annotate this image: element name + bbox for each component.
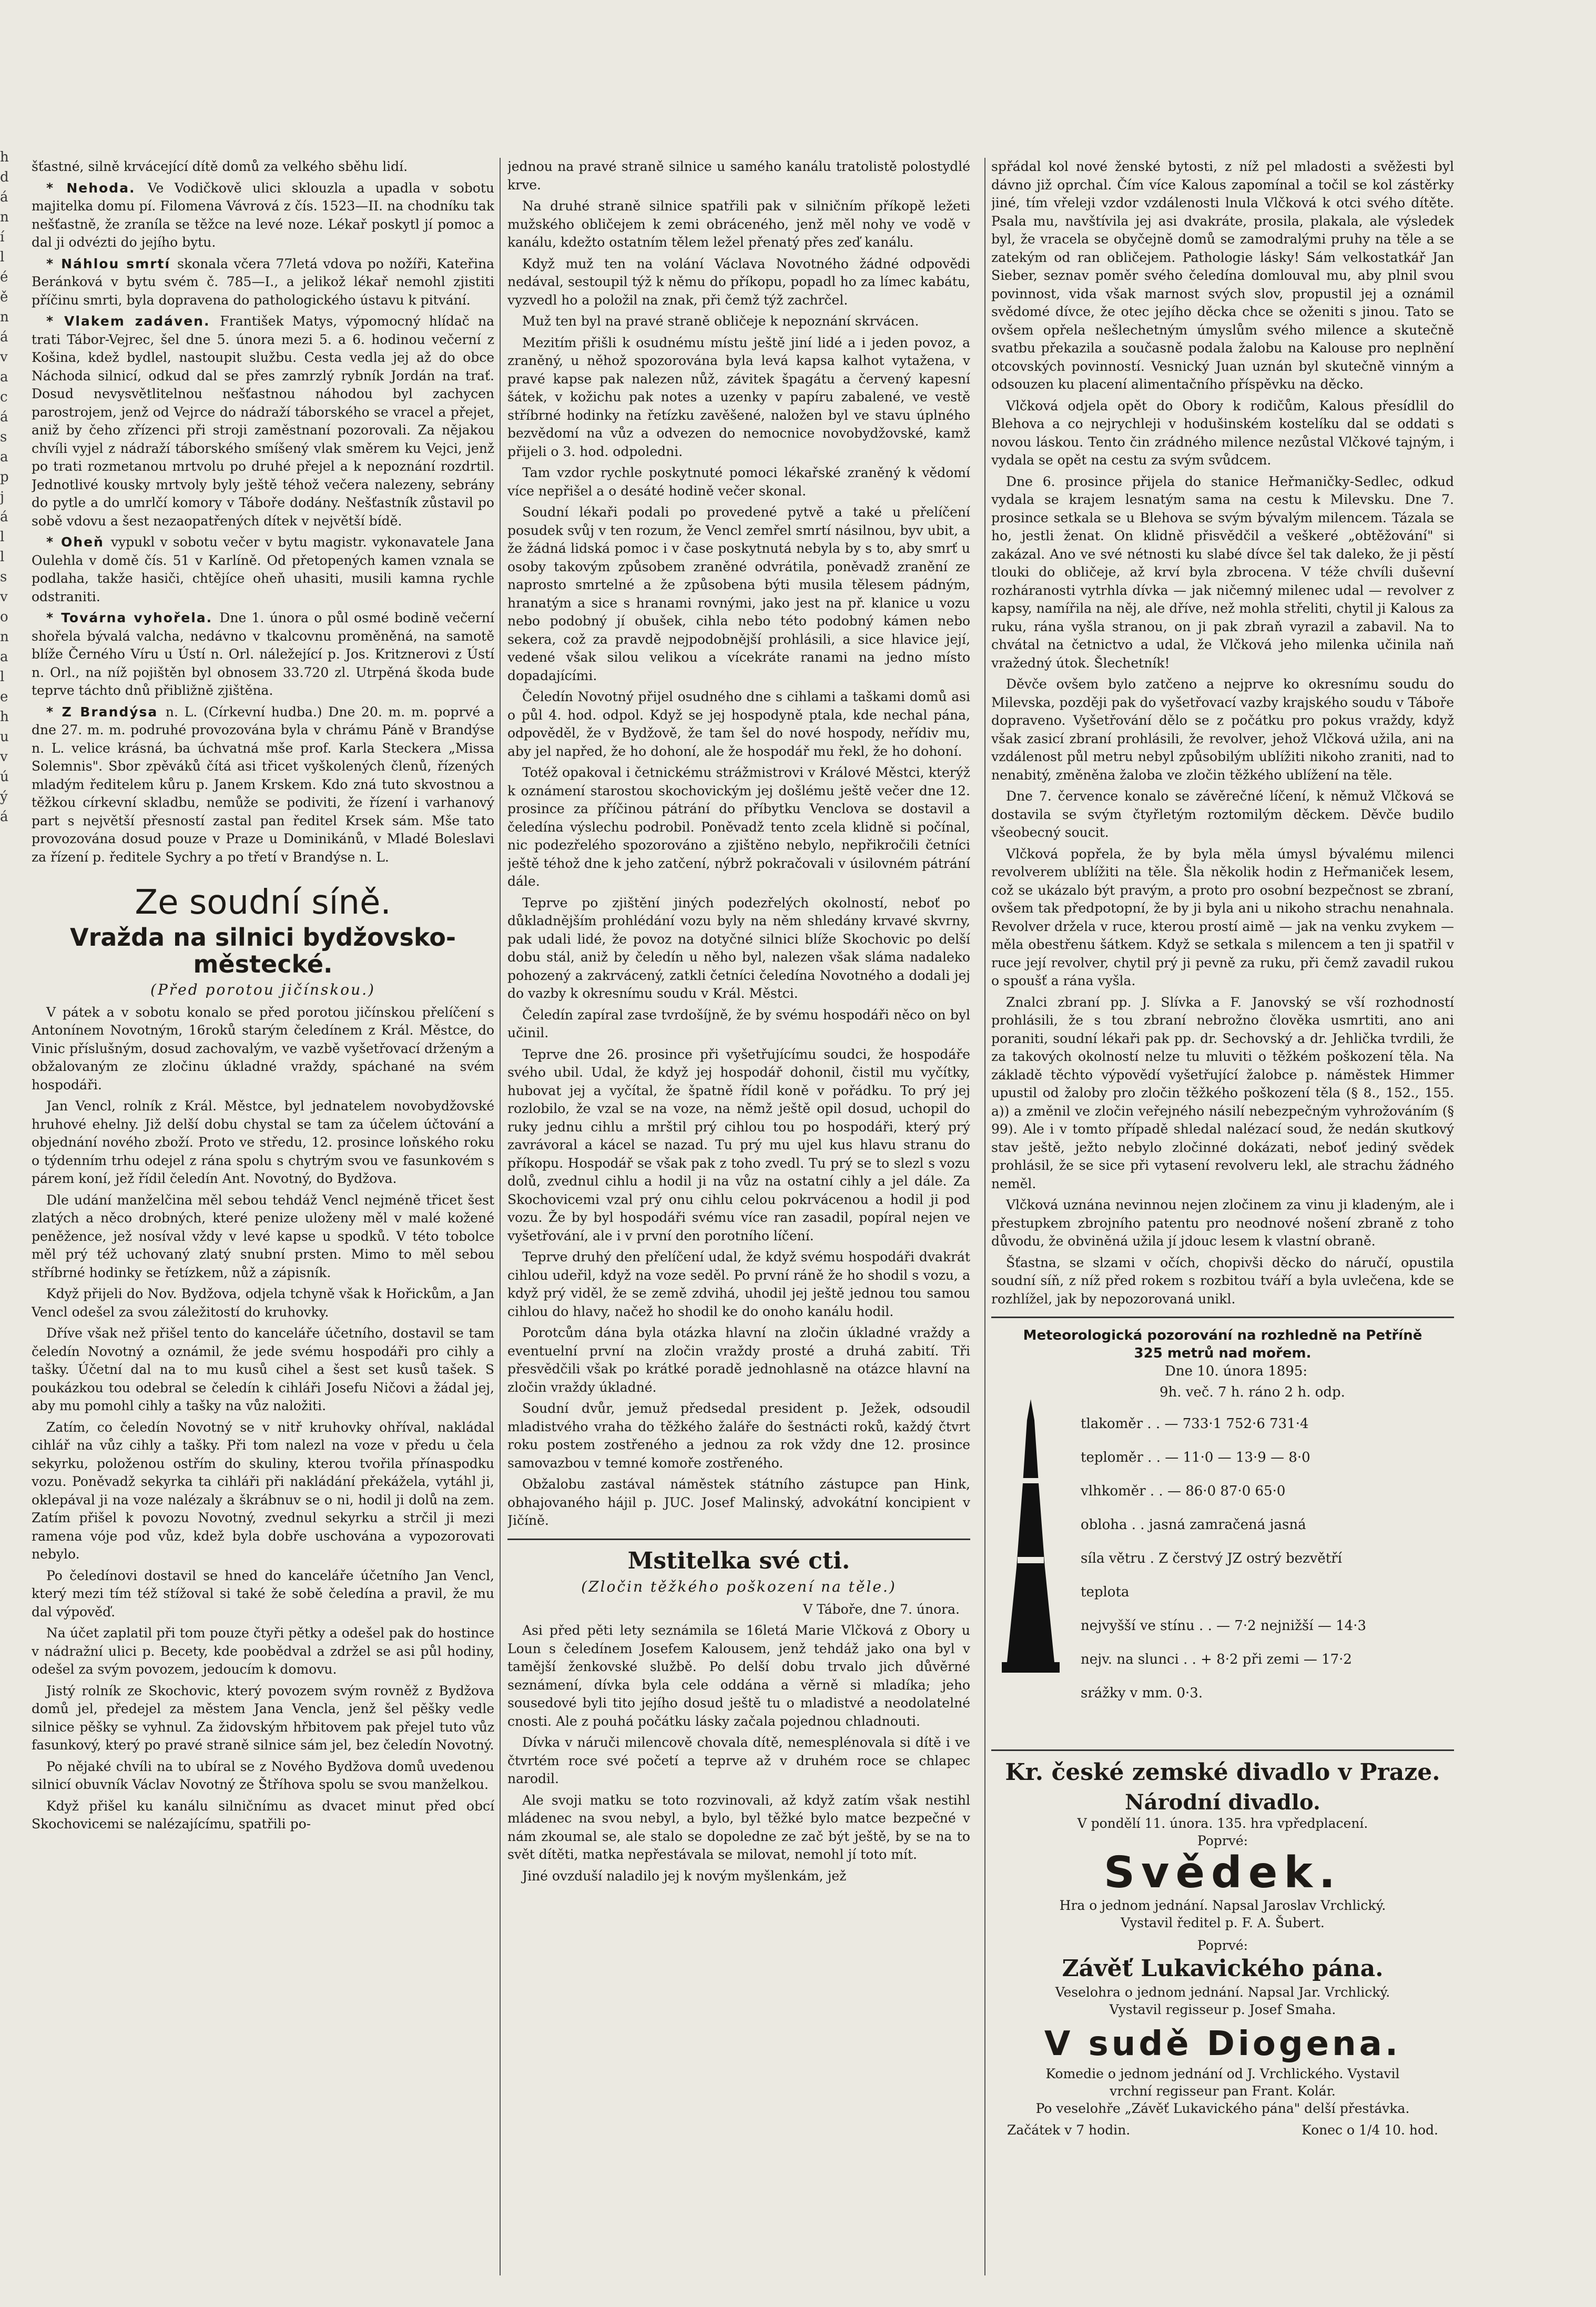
paragraph-heading: * Vlakem zadáven. <box>46 313 220 329</box>
paragraph-text: Čeledín zapíral zase tvrdošíjně, že by svému hospodáři něco on byl učinil. <box>507 1007 970 1040</box>
paragraph-text: jednou na pravé straně silnice u samého kanálu tratolistě polostydlé krve. <box>507 159 970 193</box>
paragraph <box>507 764 970 891</box>
paragraph-heading: * Náhlou smrtí <box>46 256 178 271</box>
theatre-title: Kr. české zemské divadlo v Praze. <box>1005 1759 1440 1786</box>
paragraph-text: Po nějaké chvíli na to ubíral se z Nového Bydžova domů uvedenou silnicí obuvník Václav Novotný ze Štříhova spolu se svou manželkou. <box>32 1758 494 1793</box>
paragraph-text: Totéž opakoval i četnickému strážmistrovi v Králové Městci, kterýž k oznámení starostou skochovickým jej došlému ještě večer dne 12. prosince za příčinou pátrání do příbytku Venclova se dostavil a čeledína výslechu podrobil. Poněvadž tento zcela klidně si počínal, nic podezřelého spozorováno a zjištěno nebylo, nepřikročili četníci ještě téhož dne k jeho zatčení, nýbrž pokračovali v úsilovném pátrání dále. <box>507 765 970 889</box>
weather-date: Dne 10. února 1895: <box>1165 1363 1308 1379</box>
weather-row: teploměr . . — 11·0 — 13·9 — 8·0 <box>1081 1450 1310 1465</box>
paragraph-text: Vlčková odjela opět do Obory k rodičům, Kalous přesídlil do Blehova a co nejrychleji v hodušinském kostelíku dal se oddati s novou láskou. Tento čin zrádného milence nezůstal Vlčkové tajným, i vydala se opět na cestu za svým svůdcem. <box>991 398 1454 468</box>
weather-row: nejv. na slunci . . + 8·2 při zemi — 17·2 <box>1081 1652 1352 1667</box>
weather-report <box>991 1327 1454 1741</box>
paragraph-text: Znalci zbraní pp. J. Slívka a F. Janovský se vší rozhodností prohlásili, že s tou zbraní nebrožno člověka usmrtiti, ano ani poraniti, soudní lékaři pak pp. dr. Sechovský a dr. Jehlička tvrdili, že za takových okolností nelze tu mluviti o těžkém poškození těla. Na základě těchto výpovědí vyšetřující žalobce p. náměstek Himmer upustil od žaloby pro zločin těžkého poškození těla (§ 8., 152., 155. a)) a změnil ve zločin veřejného násilí nebezpečným vyhrožováním (§ 99). Ale i v tomto případě shledal nalézací soud, že nedán skutkový stav ještě, ježto nebylo zločinné dokázati, neboť jediný svědek prohlásil, že se sice při vytasení revolveru lekl, ale strachu žádného neměl. <box>991 994 1454 1191</box>
paragraph <box>991 397 1454 470</box>
theatre-subtitle: Národní divadlo. <box>1125 1789 1320 1815</box>
first-label: Poprvé: <box>1197 1833 1248 1848</box>
margin-char: v <box>0 349 8 365</box>
margin-char: ú <box>0 769 9 785</box>
paragraph <box>32 1624 494 1679</box>
margin-char: o <box>0 609 8 625</box>
news-item <box>32 179 494 252</box>
paragraph-text: Po čeledínovi dostavil se hned do kanceláře účetního Jan Vencl, který mezi tím též stížoval si také že sobě čeledína a pravil, že mu dal výpověď. <box>32 1567 494 1620</box>
paragraph <box>991 845 1454 990</box>
news-item <box>32 255 494 310</box>
margin-char: á <box>0 409 8 425</box>
paragraph <box>507 197 970 252</box>
paragraph-text: vypukl v sobotu večer v bytu magistr. vykonavatele Jana Oulehla v domě čís. 51 v Karlíně. Od přetopených kamen vznala se podlaha, takže hasiči, chtějíce oheň uhasiti, musili kamna rychle odstraniti. <box>32 534 494 604</box>
play-title: Závěť Lukavického pána. <box>1062 1955 1384 1982</box>
paragraph <box>991 473 1454 673</box>
article-body <box>507 1622 970 1885</box>
margin-char: á <box>0 809 8 825</box>
paragraph-text: Porotcům dána byla otázka hlavní na zločin úkladné vraždy a eventuelní první na zločin vraždy prosté a druhá zabití. Tři přesvědčili však po krátké poradě jednohlasně na otázce hlavní na zločin vraždy úkladné. <box>507 1325 970 1395</box>
paragraph-text: Asi před pěti lety seznámila se 16letá Marie Vlčková z Obory u Loun s čeledínem Josefem Kalousem, jenž tehdáž jako ona byl v tamější ženkovské službě. Po delší dobu trvalo jich důvěrné seznámení, dívka byla cele oddána a věrně si mladíka; jeho sousedové byli tito jejího dosud ještě tu o mladistvé a neodolatelné cnosti. Ale z pouhá počátku lásky začala pojednou chladnouti. <box>507 1623 970 1729</box>
paragraph <box>507 1400 970 1472</box>
weather-row: síla větru . Z čerstvý JZ ostrý bezvětří <box>1081 1551 1342 1566</box>
paragraph-heading: * Z Brandýsa <box>46 704 166 720</box>
paragraph <box>507 334 970 461</box>
weather-header: 9h. več. 7 h. ráno 2 h. odp. <box>1160 1384 1345 1400</box>
paragraph-text: František Matys, výpomocný hlídač na trati Tábor-Vejrec, šel dne 5. února mezi 5. a 6. hodinou večerní z Košina, kdež bydlel, nastoupit službu. Cesta vedla jej až do obce Náchoda silnicí, odkud dal se přes zamrzlý rybník Jordán na trať. Dosud nevysvětlitelnou nešťastnou náhodou byl zachycen parostrojem, jenž od Vejrce do nádraží táborského se vracel a přejet, aniž by čeho zřízenci při stroji zaměstnaní pozorovali. Za nějakou chvíli vyjel z nádraží táborského smíšený vlak směrem ku Vejci, jenž po trati rozmetanou mrtvolu po druhé přejel a k nepoznání rozdrtil. Jednotlivé kousky mrtvoly byly ještě téhož večera nalezeny, sebrány do pytle a do umrlčí komory v Táboře dodány. Nešťastník zůstavil po sobě vdovu a šest nezaopatřených dítek v největší bídě. <box>32 313 494 529</box>
section-title: Ze soudní síně. <box>135 883 391 922</box>
paragraph <box>507 1324 970 1397</box>
local-news <box>32 158 494 866</box>
paragraph-text: Když přijeli do Nov. Bydžova, odjela tchyně však k Hořickům, a Jan Vencl odešel za svou záležitostí do kruhovky. <box>32 1286 494 1320</box>
description-line: Vystavil regisseur p. Josef Smaha. <box>1109 2002 1336 2018</box>
play-description <box>991 1897 1454 1931</box>
description-line: Hra o jednom jednání. Napsal Jaroslav Vrchlický. <box>1059 1897 1386 1913</box>
paragraph-text: Dle udání manželčina měl sebou tehdáž Vencl nejméně třicet šest zlatých a něco drobných, které penize uloženy měl v malé kožené peněžence, jež nosíval vždy v levé kapse u spodků. V této tobolce měl prý též uchovaný zlatý snubní prsten. Mimo to měl sebou stříbrné hodinky se řetízkem, nůž a zápisník. <box>32 1192 494 1280</box>
column-2 <box>507 158 970 2275</box>
paragraph <box>32 1567 494 1622</box>
paragraph-text: Jan Vencl, rolník z Král. Městce, byl jednatelem novobydžovské hruhové ehelny. Již delší dobu chystal se tam za účelem účtování a objednání nového zboží. Proto ve středu, 12. prosince loňského roku o týdenním trhu odejel z rána spolu s chytrým svou ve fasunkovém s párem koní, jež řídil čeledín Ant. Novotný, do Bydžova. <box>32 1098 494 1187</box>
paragraph <box>507 894 970 1003</box>
weather-row: srážky v mm. 0·3. <box>1081 1685 1203 1701</box>
paragraph-text: Soudní dvůr, jemuž předsedal president p. Ježek, odsoudil mladistvého vraha do těžkého žaláře do šestnácti roků, každý čtvrt roku postem zostřeného a jednou za rok vždy dne 12. prosince samovazbou v temné komoře zostřeného. <box>507 1401 970 1471</box>
dateline: V Táboře, dne 7. února. <box>802 1601 960 1617</box>
margin-char: e <box>0 689 8 705</box>
margin-char: v <box>0 749 8 765</box>
paragraph-text: šťastné, silně krvácející dítě domů za velkého sběhu lidí. <box>32 159 408 174</box>
paragraph <box>507 1734 970 1788</box>
margin-char: l <box>0 669 5 685</box>
paragraph-text: Vlčková uznána nevinnou nejen zločinem za vinu ji kladeným, ale i přestupkem zbrojního patentu pro neodnové nošení zbraně z toho důvodu, že obviněná užila jí jdouc lesem k vlastní obraně. <box>991 1197 1454 1249</box>
paragraph-text: Jiné ovzduší naladilo jej k novým myšlenkám, jež <box>522 1868 847 1884</box>
left-margin-fragment <box>0 147 12 2146</box>
paragraph-text: Muž ten byl na pravé straně obličeje k nepoznání skrvácen. <box>522 313 919 329</box>
paragraph-text: Vlčková popřela, že by byla měla úmysl bývalému milenci revolverem ublížiti na těle. Šla několik hodin z Heřmaniček lesem, což se ukázalo být pravým, a proto pro osobní bezpečnost se zbraní, ovšem tak předpotopní, že by ji byla ani u nikoho strachu nenahnala. Revolver držela v ruce, kterou prostí aimě — jak na venku zvykem — měla obestřenu šátkem. Když se setkala s milencem a ten ji spatřil v ruce její revolver, chytil prý ji pevně za ruku, při čemž zavadil rukou o spoušť a rána vyšla. <box>991 846 1454 988</box>
paragraph-text: Šťastna, se slzami v očích, chopivši děcko do náručí, opustila soudní síň, z níž před rokem s rozbitou tváří a byla uvlečena, kde se rozhlížel, jak by nepozorovaná unikl. <box>991 1254 1454 1307</box>
description-line: vrchní regisseur pan Frant. Kolár. <box>1110 2083 1336 2099</box>
margin-char: á <box>0 509 8 525</box>
paragraph <box>507 1475 970 1530</box>
article-body <box>32 1004 494 1834</box>
weather-title: Meteorologická pozorování na rozhledně na Petříně <box>1023 1328 1422 1343</box>
paragraph-text: Děvče ovšem bylo zatčeno a nejprve ko okresnímu soudu do Milevska, později pak do vyšetřovací vazby krajského soudu v Táboře dopraveno. Vyšetřování dělo se z počátku pro pokus vraždy, když však zasicí zbraní prohlásili, že revolver, jehož Vlčková užila, ani na vzdálenost půl metru nebyl způsobilým ublížiti nikoho zraniti, nad to nenabitý, změněna žaloba ve zločin těžkého ublížení na těle. <box>991 676 1454 783</box>
paragraph <box>32 1097 494 1188</box>
paragraph <box>507 1006 970 1043</box>
margin-char: ý <box>0 789 8 805</box>
margin-char: h <box>0 709 9 725</box>
paragraph <box>507 688 970 761</box>
margin-char: ě <box>0 289 8 305</box>
paragraph <box>991 1196 1454 1251</box>
margin-char: é <box>0 269 8 285</box>
theatre-program <box>991 1759 1454 2140</box>
article-subtitle: (Před porotou jičínskou.) <box>150 980 375 998</box>
paragraph-text: n. L. (Církevní hudba.) Dne 20. m. m. poprvé a dne 27. m. m. podruhé provozována byla v chrámu Páně v Brandýse n. L. velice krásná, ba úchvatná mše prof. Karla Steckera „Missa Solemnis". Sbor zpěváků čítá asi třicet vyškolených členů, řízených mladým ředitelem kůru p. Janem Krskem. Kdo zná tuto skvostnou a těžkou církevní skladbu, nemůže se podiviti, že řízení i varhanový part s největší přesností zastal pan ředitel Krsek sám. Mše tato provozována dosud pouze v Praze u Dominikánů, v Mladé Boleslavi za řízení p. ředitele Sychry a po třetí v Brandýse n. L. <box>32 704 494 865</box>
news-item <box>32 609 494 700</box>
paragraph <box>507 464 970 500</box>
margin-char: n <box>0 309 9 325</box>
paragraph <box>991 787 1454 842</box>
weather-row: vlhkoměr . . — 86·0 87·0 65·0 <box>1081 1483 1286 1499</box>
end-time: Konec o 1/4 10. hod. <box>1302 2122 1438 2138</box>
play-description <box>991 1984 1454 2018</box>
paragraph <box>991 1254 1454 1309</box>
paragraph-heading: * Nehoda. <box>46 180 148 196</box>
second-label: Poprvé: <box>1197 1937 1248 1953</box>
paragraph-text: Dříve však než přišel tento do kanceláře účetního, dostavil se tam čeledín Novotný a oznámil, že jede svému hospodáři pro cihly a tašky. Účetní dal na to mu kusů cihel a šest set kusů tašek. S poukázkou tou odebral se čeledín k cihláři Josefu Ničovi a žádal jej, aby mu pomohl cihly a tašky na vůz naložiti. <box>32 1325 494 1414</box>
performance-date: V pondělí 11. února. 135. hra vpředplacení. <box>1077 1815 1368 1831</box>
column-rule <box>500 158 501 2275</box>
paragraph-text: Dne 6. prosince přijela do stanice Heřmaničky-Sedlec, odkud vydala se krajem lesnatým sama na cestu k Milevsku. Dne 7. prosince setkala se u Blehova se svým bývalým milencem. Tázala se ho, jestli ženat. On klidně přisvědčil a veškeré „obtěžování" si zakázal. Ano ve své nétnosti ku slabé dívce šel tak daleko, že ji pěstí tlouki do obličeje, až krví byla zbrocena. V téže chvíli duševní rozháranosti vytrhla dívka — jak ničemný milenec udal — revolver z kapsy, namířila na něj, ale dříve, než mohla střeliti, chytil ji Kalous za ruku, rána vyšla stranou, on ji pak zbraň vyrazil a zabavil. Na to chvátal na četnictvo a udal, že Vlčková jeho milenka učinila naň vražedný útok. Šlechetník! <box>991 473 1454 671</box>
margin-char: l <box>0 549 5 565</box>
margin-char: l <box>0 529 5 545</box>
paragraph <box>507 1867 970 1886</box>
margin-char: a <box>0 449 8 465</box>
weather-row: teplota <box>1081 1584 1130 1600</box>
paragraph-text: Teprve druhý den přelíčení udal, že když svému hospodáři dvakrát cihlou udeřil, když na voze seděl. Po první ráně že ho shodil s vozu, a když prý viděl, že se země zdvihá, uhodil jej ještě jednou tou samou cihlou do hlavy, načež ho shodil ke do onoho kanálu hodil. <box>507 1249 970 1319</box>
description-line: Po veselohře „Závěť Lukavického pána" delší přestávka. <box>1035 2100 1410 2116</box>
paragraph <box>32 1324 494 1415</box>
paragraph <box>507 1046 970 1246</box>
paragraph-text: Ve Vodičkově ulici sklouzla a upadla v sobotu majitelka domu pí. Filomena Vávrová z čís. 1523—II. na chodníku tak nešťastně, že zraníla se těžce na levé noze. Lékař poskytl jí pomoc a dal ji odvézti do jejího bytu. <box>32 180 494 250</box>
paragraph <box>507 503 970 685</box>
news-item <box>32 312 494 530</box>
play-title: Svědek. <box>1103 1847 1342 1898</box>
article-subtitle: (Zločin těžkého poškození na těle.) <box>581 1577 897 1595</box>
paragraph-text: Čeledín Novotný přijel osudného dne s cihlami a taškami domů asi o půl 4. hod. odpol. Když se jej hospodyně ptala, kde nechal pána, odpověděl, že v Bydžově, že tam šel do nové hospody, neřídiv mu, aby jel napřed, že ho dohoní, ale že hospodář mu řekl, že ho dohoní. <box>507 689 970 759</box>
margin-char: s <box>0 429 7 445</box>
margin-char: n <box>0 629 9 645</box>
paragraph-text: Na druhé straně silnice spatřili pak v silničním příkopě ležeti mužského obličejem k zemi obráceného, jenž měl nohy ve vodě v kanálu, kdežto ostatním tělem ležel přenatý přes zeď kanálu. <box>507 198 970 250</box>
paragraph-text: spřádal kol nové ženské bytosti, z níž pel mladosti a svěžesti byl dávno již oprchal. Čím více Kalous zapomínal a točil se kol zástěrky jiné, tím vřeleji vzdor vzdálenosti lnula Vlčková k otci svého dítěte. Psala mu, navštívila jej asi dvakráte, prosila, plakala, ale výsledek byl, že vracela se obyčejně domů se zamodralými pruhy na těle a se zatekým od ran obličejem. Pathologie lásky! Sám velkostatkář Jan Sieber, seznav poměr svého čeledína domlouval mu, aby plnil svou povinnost, vida však marnost svých slov, propustil jej a oznámil svědomé dívce, že otec jejího děcka chce se oženiti s jinou. Tato se ovšem opřela nešlechetným úmyslům svého milence a skutečně svatbu překazila a současně podala žalobu na Kalouse pro neplnění otcovských povinností. Vesnický Juan uznán byl skutečně vinným a odsouzen ku placení alimentačního příspěvku na děcko. <box>991 159 1454 392</box>
column-rule <box>984 158 985 2275</box>
article-title: Mstitelka své cti. <box>627 1547 850 1574</box>
margin-char: á <box>0 329 8 345</box>
news-item <box>32 158 494 176</box>
article-body-continued <box>507 158 970 1530</box>
paragraph <box>507 255 970 310</box>
paragraph-text: Mezitím přišli k osudnému místu ještě jiní lidé a i jeden povoz, a zraněný, u něhož spozorována byla levá kapsa kalhot vytažena, v pravé kapse pak nalezen nůž, závitek špagátu a červený kapesní šátek, v kožichu pak notes a uzenky v papíru zabalené, ve vestě stříbrné hodinky na řetízku zavěšené, naložen byl ve stavu úplného bezvědomí na vůz a odvezen do nemocnice novobydžovské, kamž přijeli o 3. hod. odpoledni. <box>507 335 970 459</box>
paragraph <box>32 1758 494 1794</box>
paragraph-text: skonala včera 77letá vdova po nožíři, Kateřina Beránková v bytu svém č. 785—I., a jelikož lékař nemohl zjistiti příčinu smrti, byla dopravena do pathologického ústavu k pitvání. <box>32 256 494 308</box>
weather-table <box>991 1362 1454 1741</box>
article-title: Vražda na silnici bydžovsko-městecké. <box>69 923 456 978</box>
margin-char: í <box>0 229 5 245</box>
paragraph-text: Tam vzdor rychle poskytnuté pomoci lékařské zraněný k vědomí více nepřišel a o desáté hodině večer skonal. <box>507 465 970 499</box>
paragraph <box>32 1191 494 1282</box>
weather-altitude: 325 metrů nad mořem. <box>1134 1345 1312 1361</box>
paragraph <box>32 1419 494 1564</box>
margin-char: v <box>0 589 8 605</box>
margin-char: j <box>0 489 5 505</box>
performance-times <box>991 2117 1454 2140</box>
paragraph-text: Jistý rolník ze Skochovic, který povozem svým rovněž z Bydžova domů jel, předejel za městem Jana Vencla, jenž šel pěšky vedle silnice pěšky se vyhnul. Za židovským hřbitovem pak přejel tuto vůz fasunkový, který po pravé straně silnice sám jel, bez čeledín Novotný. <box>32 1683 494 1753</box>
paragraph <box>32 1004 494 1095</box>
news-item <box>32 533 494 606</box>
margin-char: a <box>0 369 8 385</box>
margin-char: p <box>0 469 9 485</box>
paragraph <box>991 994 1454 1193</box>
paragraph <box>32 1682 494 1755</box>
paragraph <box>507 312 970 331</box>
paragraph <box>32 1797 494 1834</box>
margin-char: a <box>0 649 8 665</box>
divider <box>991 1749 1454 1751</box>
paragraph-text: Zatím, co čeledín Novotný se v nitř kruhovky ohříval, nakládal cihlář na vůz cihly a tašky. Při tom nalezl na voze v předu u čela sekyrku, položenou ostřím do skuliny, kterou tvořila přínaspodku vozu. Poněvadž sekyrka ta cihláři při nakládání překážela, vytáhl ji, oklepával ji na voze nalézaly a škrábnuv se o ni, hodil ji dolů na zem. Zatím přišel k povozu Novotný, zvednul sekyrku a strčil ji mezi ramena vóje pod vůz, kdež byla dobře uschována a vypozorovati nebylo. <box>32 1419 494 1562</box>
divider <box>507 1539 970 1540</box>
petrin-tower-illustration <box>1002 1399 1060 1673</box>
start-time: Začátek v 7 hodin. <box>1007 2122 1131 2138</box>
margin-char: c <box>0 389 8 405</box>
article-body-continued <box>991 158 1454 1308</box>
margin-char: s <box>0 569 7 585</box>
margin-char: d <box>0 169 9 185</box>
margin-char: n <box>0 209 9 225</box>
paragraph <box>507 1248 970 1321</box>
play-title: V sudě Diogena. <box>1044 2025 1401 2064</box>
paragraph-text: Ale svoji matku se toto rozvinovali, až když zatím však nestihl mládenec na svou nebyl, a bylo, byl těžké bylo matce bezpečné v nám zkoumal se, ale stalo se dopoledne ze zač být ještě, by se na to svět dítěti, matka nepřestávala se milovat, nemohl jí toto mít. <box>507 1792 970 1863</box>
weather-row: obloha . . jasná zamračená jasná <box>1081 1517 1306 1533</box>
paragraph <box>991 158 1454 394</box>
description-line: Vystavil ředitel p. F. A. Šubert. <box>1121 1915 1325 1930</box>
paragraph-heading: * Oheň <box>46 534 111 550</box>
paragraph-text: V pátek a v sobotu konalo se před porotou jičínskou přelíčení s Antonínem Novotným, 16roků starým čeledínem z Král. Městce, do Vinic příslušným, dosud zachovalým, ve vazbě vyšetřovací drženým a obžalovaným ze zločinu úkladné vraždy, spáchané na svém hospodáři. <box>32 1004 494 1092</box>
play-description <box>991 2065 1454 2117</box>
paragraph-text: Na účet zaplatil při tom pouze čtyři pětky a odešel pak do hostince v nádražní ulici p. Becety, kde poobědval a zdržel se asi půl hodiny, odešel za svým povozem, jedoucím k domovu. <box>32 1625 494 1677</box>
description-line: Komedie o jednom jednání od J. Vrchlického. Vystavil <box>1045 2066 1400 2081</box>
paragraph <box>507 1792 970 1864</box>
paragraph-text: Když muž ten na volání Václava Novotného žádné odpovědi nedával, sestoupil týž k němu do příkopu, popadl ho za límec kabátu, vyzvedl ho a položil na znak, při čemž týž zachrčel. <box>507 256 970 308</box>
paragraph-text: Když přišel ku kanálu silničnímu as dvacet minut před obcí Skochovicemi se nalézajícímu, spatřili po- <box>32 1798 494 1832</box>
column-3 <box>991 158 1454 2275</box>
paragraph <box>507 1622 970 1731</box>
paragraph <box>991 675 1454 784</box>
paragraph-text: Teprve po zjištění jiných podezřelých okolností, neboť po důkladnějším prohlédání vozu byly na něm shledány krvavé skvrny, pak udali lidé, že povoz na dotyčné silnici blíže Skochovic po delší dobu stál, aniž by čeledín u něho byl, nalezen však sláma nadaleko pohozený a zakrvácený, zatkli četníci čeledína Novotného a dodali jej do vazby k okresnímu soudu v Král. Městci. <box>507 895 970 1001</box>
margin-char: h <box>0 149 9 165</box>
divider <box>991 1317 1454 1318</box>
paragraph <box>32 1285 494 1321</box>
margin-char: á <box>0 189 8 205</box>
description-line: Veselohra o jednom jednání. Napsal Jar. Vrchlický. <box>1055 1985 1390 2000</box>
news-item <box>32 703 494 867</box>
paragraph-text: Dívka v náruči milencově chovala dítě, nemesplénovala si dítě i ve čtvrtém roce své početí a teprve až v druhém roce se chlapec narodil. <box>507 1735 970 1787</box>
paragraph-text: Soudní lékaři podali po provedené pytvě a také u přelíčení posudek svůj v ten rozum, že Vencl zemřel smrtí násilnou, byv ubit, a že žádná lidská pomoc i v čase poskytnutá nebyla by s to, aby smrť u osoby takovým způsobem zraněné odvrátila, poněvadž zranění ze naprosto smrtelné a že způsobena býti musila tělesem pádným, hranatým a sice s hranami rovnými, jako jest na př. klanice u vozu nebo podobný jí obušek, cihla nebo této podobný kámen nebo sekera, což za pravdě nejpodobnější prohlásili, a sice hlavice její, vedené však silou velikou a vícekráte ranami na jedno místo dopadajícími. <box>507 504 970 683</box>
paragraph <box>507 158 970 194</box>
column-1 <box>32 158 494 2275</box>
paragraph-text: Obžalobu zastával náměstek státního zástupce pan Hink, obhajovaného hájil p. JUC. Josef Malinský, advokátní koncipient v Jičíně. <box>507 1476 970 1528</box>
margin-char: u <box>0 729 9 745</box>
paragraph-text: Dne 1. února o půl osmé bodině večerní shořela bývalá valcha, nedávno v tkalcovnu proměněná, na samotě blíže Černého Víru u Ústí n. Orl. náležející p. Jos. Kritznerovi z Ústí n. Orl., na níž pojištěn byl obnosem 33.720 zl. Utrpěná škoda bude teprve táchto dnů přibližně zjištěna. <box>32 610 494 698</box>
weather-row: nejvyšší ve stínu . . — 7·2 nejnižší — 14·3 <box>1081 1618 1367 1634</box>
margin-char: l <box>0 249 5 265</box>
weather-row: tlakoměr . . — 733·1 752·6 731·4 <box>1081 1416 1309 1432</box>
paragraph-text: Dne 7. července konalo se závěrečné líčení, k němuž Vlčková se dostavila se svým čtyřletým roztomilým děckem. Děvče budilo všeobecný soucit. <box>991 788 1454 840</box>
paragraph-heading: * Továrna vyhořela. <box>46 610 220 625</box>
paragraph-text: Teprve dne 26. prosince při vyšetřujícímu soudci, že hospodáře svého ubil. Udal, že když jej hospodář dohonil, čistil mu vyčítky, hubovat jej a vyčítal, že špatně řídil koně v pořádku. To prý jej rozlobilo, že vzal se na voze, na němž ještě opil dosud, uchopil do ruky jednu cihlu a mrštil prý cihlou tou po hospodáři, který prý zavrávoral a kácel se nazad. Tu prý mu ujel kus hlavu stranu do příkopu. Hospodář se však pak z toho zvedl. Tu prý se to slezl s vozu dolů, zvednul cihlu a hodil ji na vůz na ostatní cihly a jel dále. Za Skochovicemi vzal prý onu cihlu celou pokrvácenou a hodil ji pod vozu. Že by byl hospodáři svému více ran zasadil, popíral nejen ve vyšetřování, ale i v první den porotního líčení. <box>507 1046 970 1243</box>
